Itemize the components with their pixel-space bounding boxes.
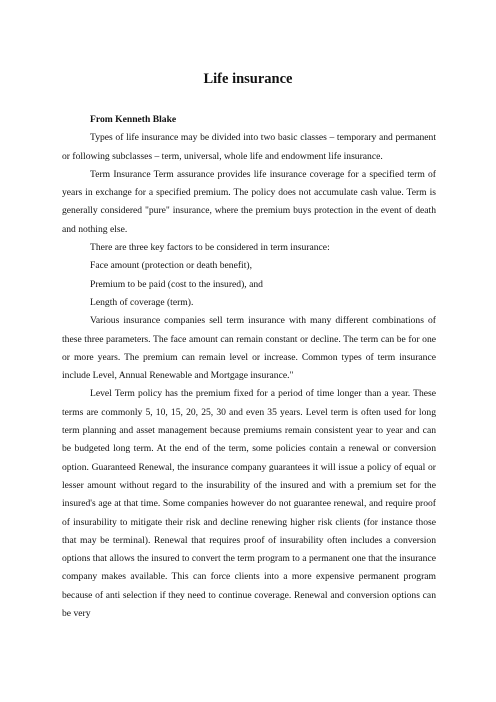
document-body: [62, 111, 436, 623]
author-line: From Kenneth Blake: [90, 114, 177, 125]
paragraph-key-factors: There are three key factors to be considered in term insurance:: [90, 242, 330, 254]
document-title: Life insurance: [203, 71, 293, 87]
list-item-premium: Premium to be paid (cost to the insured), and: [90, 278, 263, 290]
paragraph-term-insurance: Term Insurance Term assurance provides life insurance coverage for a specified term of years in exchange for a specified premium. The policy does not accumulate cash value. Term is generally considered "pure" insurance, where the premium buys protection in the event of death and nothing else.: [62, 168, 436, 235]
list-item-length: Length of coverage (term).: [90, 296, 194, 308]
paragraph-level-term: Level Term policy has the premium fixed for a period of time longer than a year. These terms are commonly 5, 10, 15, 20, 25, 30 and even 35 years. Level term is often used for long term planning and asset management because premiums remain consistent year to year and can be budgeted long term. At the end of the term, some policies contain a renewal or conversion option. Guaranteed Renewal, the insurance company guarantees it will issue a policy of equal or lesser amount without regard to the insurability of the insured and with a premium set for the insured's age at that time. Some companies however do not guarantee renewal, and require proof of insurability to mitigate their risk and decline renewing higher risk clients (for instance those that may be terminal). Renewal that requires proof of insurability often includes a conversion options that allows the insured to convert the term program to a permanent one that the insurance company makes available. This can force clients into a more expensive permanent program because of anti selection if they need to continue coverage. Renewal and conversion options can be very: [62, 388, 436, 620]
list-item-face-amount: Face amount (protection or death benefit),: [90, 260, 252, 272]
paragraph-intro: Types of life insurance may be divided into two basic classes – temporary and permanent or following subclasses – term, universal, whole life and endowment life insurance.: [62, 132, 436, 162]
paragraph-combinations: Various insurance companies sell term insurance with many different combinations of these three parameters. The face amount can remain constant or decline. The term can be for one or more years. The premium can remain level or increase. Common types of term insurance include Level, Annual Renewable and Mortgage insurance.": [62, 315, 436, 382]
